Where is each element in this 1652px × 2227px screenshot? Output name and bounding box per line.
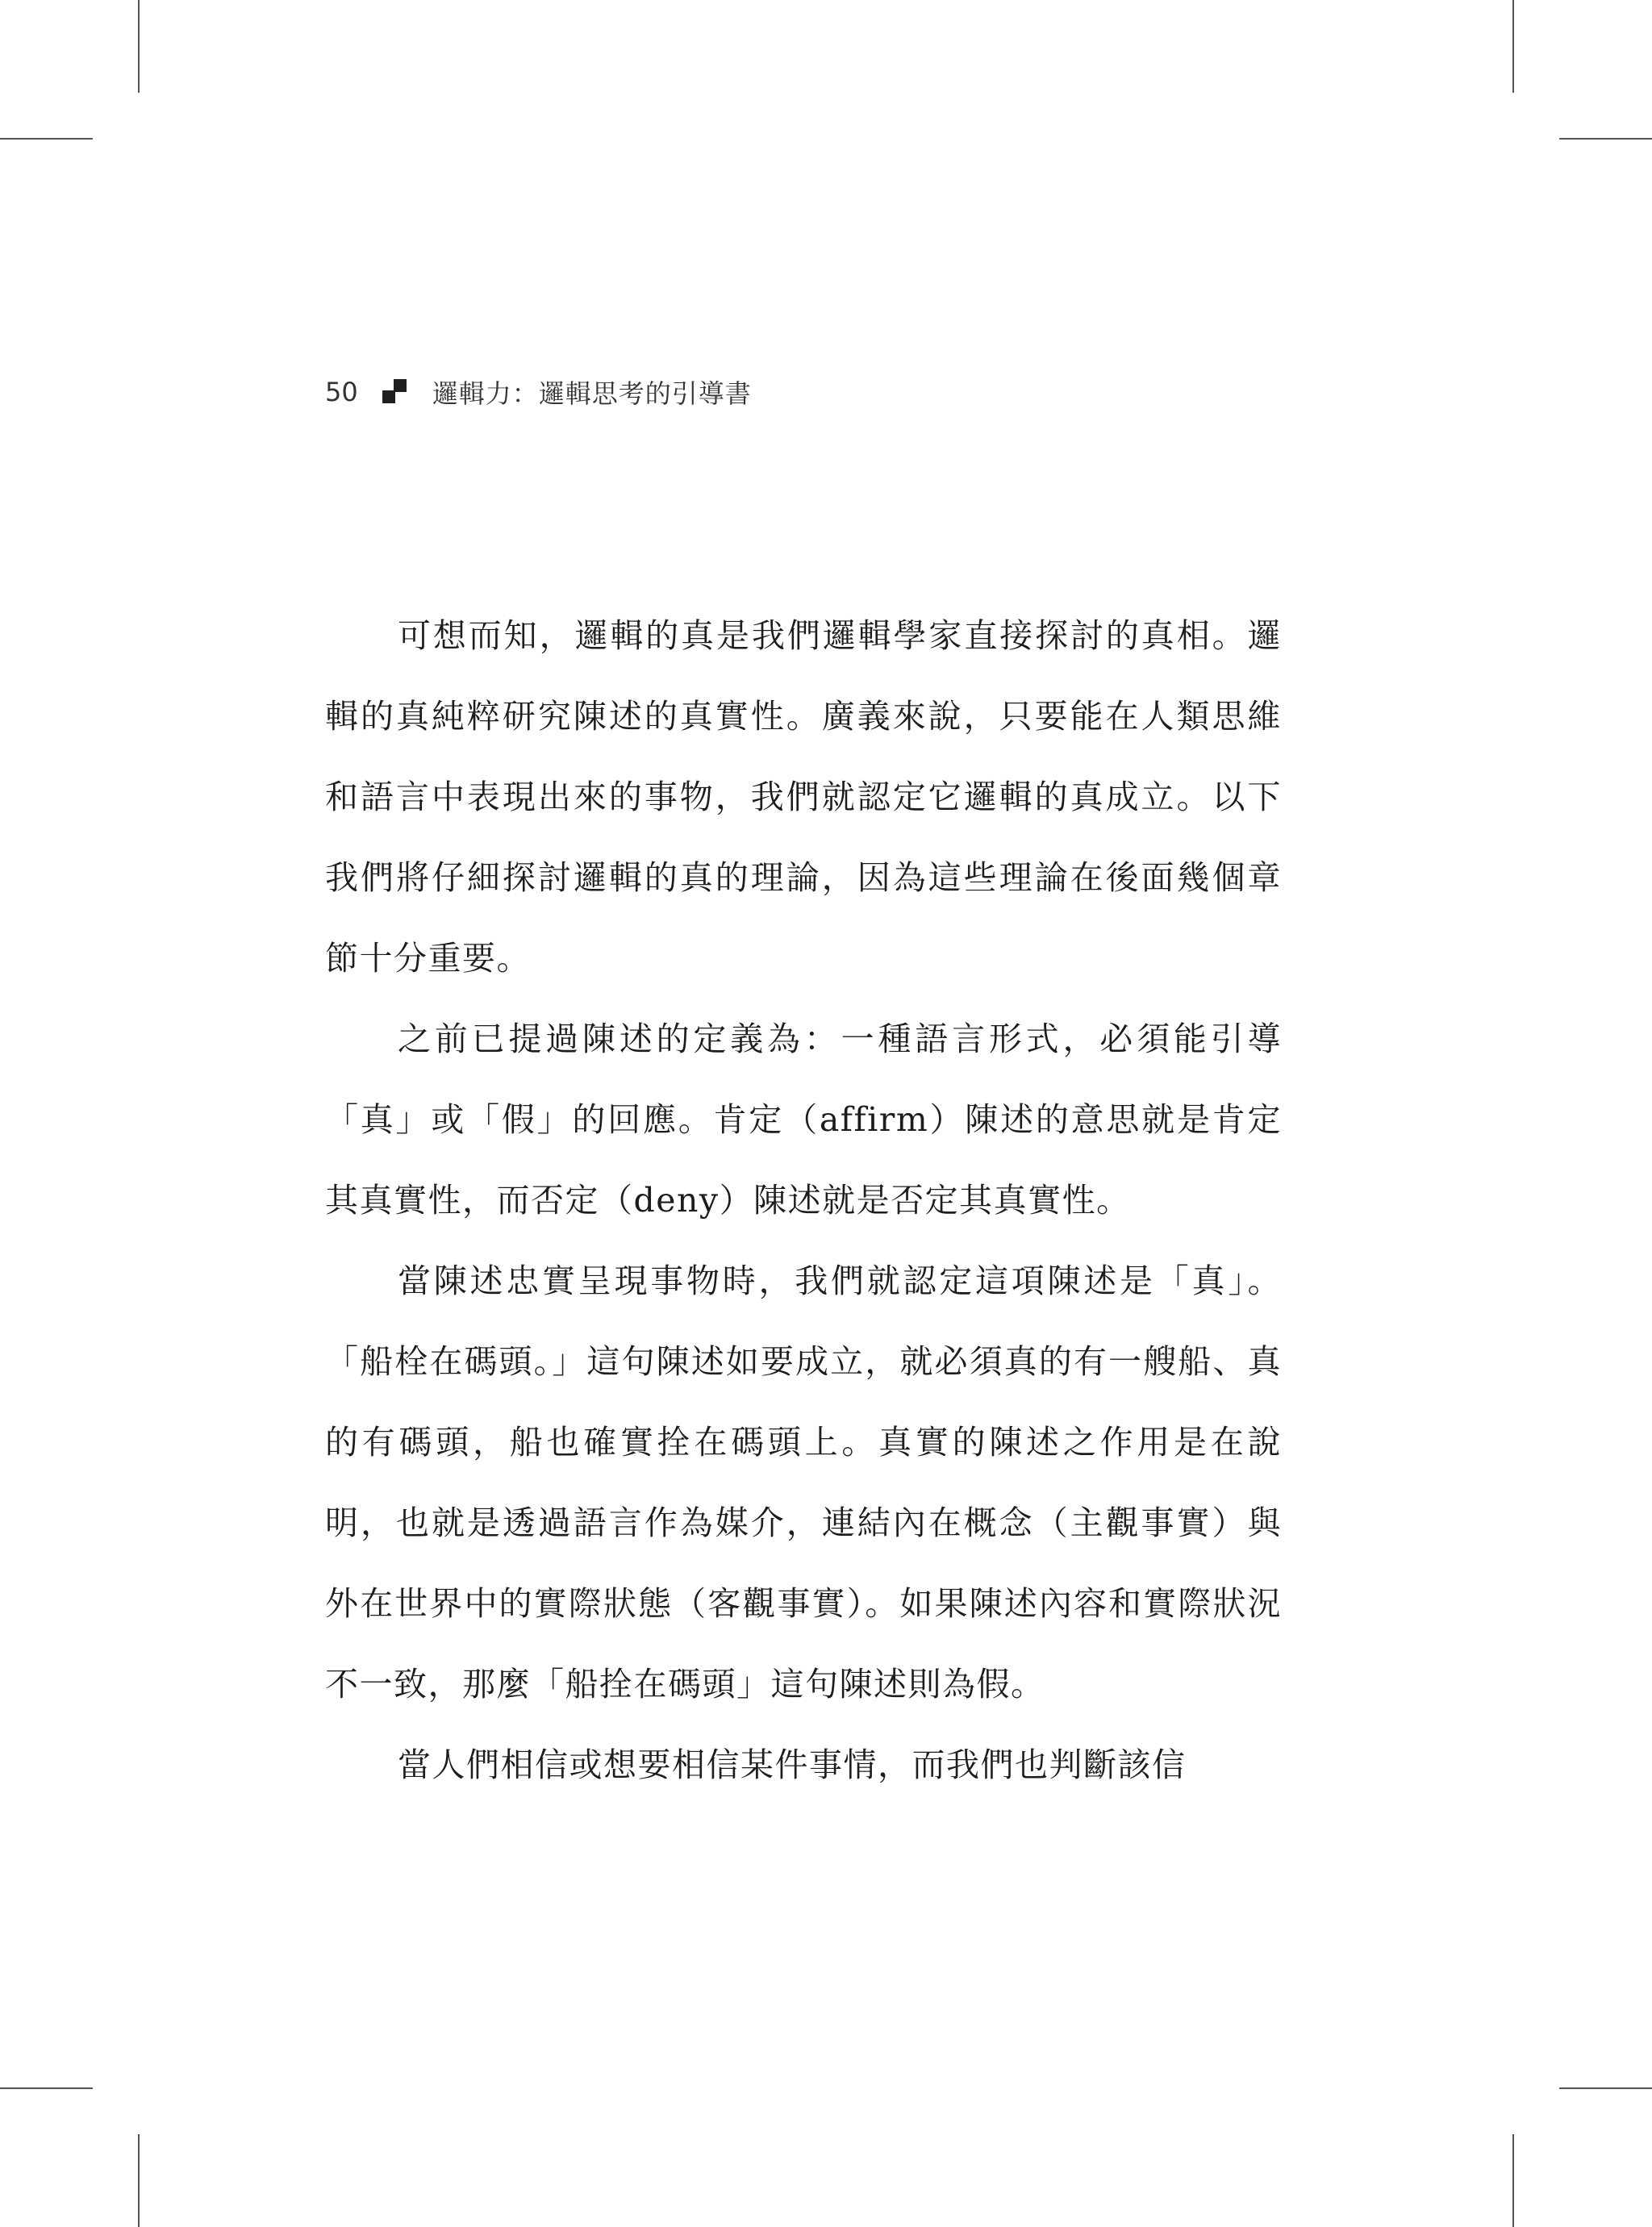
header-ornament-icon xyxy=(382,379,408,405)
book-title: 邏輯力：邏輯思考的引導書 xyxy=(432,378,752,409)
crop-mark-bottom-left xyxy=(138,2134,140,2227)
running-header xyxy=(325,373,752,411)
crop-mark-top-left-h xyxy=(0,138,93,140)
crop-mark-bottom-right-h xyxy=(1559,2087,1652,2089)
crop-mark-top-left xyxy=(138,0,140,93)
crop-mark-bottom-left-h xyxy=(0,2087,93,2089)
crop-mark-bottom-right xyxy=(1512,2134,1514,2227)
paragraph-2: 之前已提過陳述的定義為：一種語言形式，必須能引導「真」或「假」的回應。肯定（affirm）陳述的意思就是肯定其真實性，而否定（deny）陳述就是否定其真實性。 xyxy=(325,1020,1282,1220)
paragraph-3: 當陳述忠實呈現事物時，我們就認定這項陳述是「真」。「船栓在碼頭。」這句陳述如要成立，就必須真的有一艘船、真的有碼頭，船也確實拴在碼頭上。真實的陳述之作用是在說明，也就是透過語言作為媒介，連結內在概念（主觀事實）與外在世界中的實際狀態（客觀事實）。如果陳述內容和實際狀況不一致，那麼「船拴在碼頭」這句陳述則為假。 xyxy=(325,1262,1282,1704)
paragraph-1: 可想而知，邏輯的真是我們邏輯學家直接探討的真相。邏輯的真純粹研究陳述的真實性。廣義來說，只要能在人類思維和語言中表現出來的事物，我們就認定它邏輯的真成立。以下我們將仔細探討邏輯的真的理論，因為這些理論在後面幾個章節十分重要。 xyxy=(325,616,1282,978)
crop-mark-top-right-h xyxy=(1559,138,1652,140)
page-number: 50 xyxy=(325,377,358,407)
crop-mark-top-right xyxy=(1512,0,1514,93)
page-body xyxy=(325,595,1282,1805)
paragraph-4: 當人們相信或想要相信某件事情，而我們也判斷該信 xyxy=(398,1745,1187,1784)
